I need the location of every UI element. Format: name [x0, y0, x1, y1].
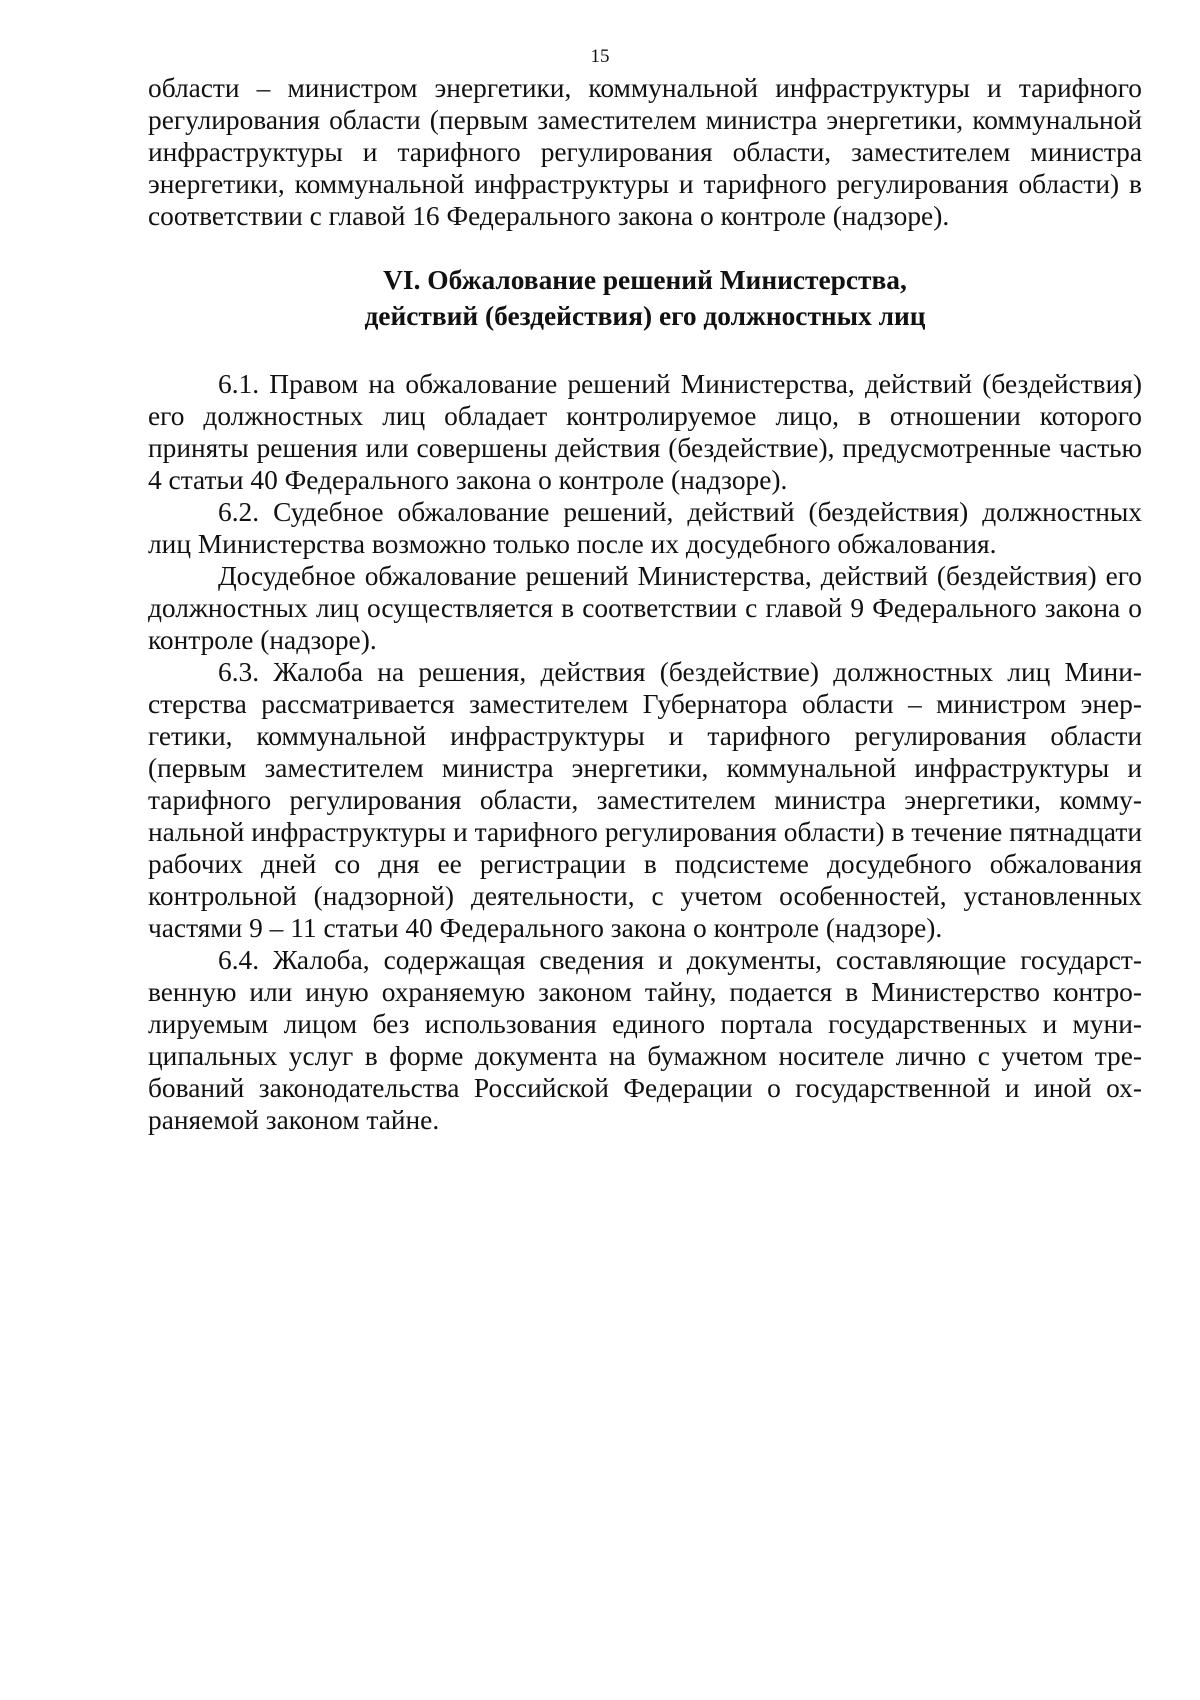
paragraph-6-4: 6.4. Жалоба, содержащая сведения и документы, составляющие государственную или иную охраняемую законом тайну, подается в Министерство контролируемым лицом без использования единого портала государственных и муниципальных услуг в форме документа на бумажном носителе лично с учетом требований законодательства Российской Федерации о государственной и иной охраняемой законом тайне. — [148, 945, 1142, 1135]
paragraph-6-3: 6.3. Жалоба на решения, действия (бездействие) должностных лиц Министерства рассматривается заместителем Губернатора области – министром энергетики, коммунальной инфраструктуры и тарифного регулирования области (первым заместителем министра энергетики, коммунальной инфраструктуры и тарифного регулирования области, заместителем министра энергетики, коммунальной инфраструктуры и тарифного регулирования области) в течение пятнадцати рабочих дней со дня ее регистрации в подсистеме досудебного обжалования контрольной (надзорной) деятельности, с учетом особенностей, установленных частями 9 – 11 статьи 40 Федерального закона о контроле (надзоре). — [148, 657, 1142, 943]
document-body — [148, 72, 1142, 1136]
page-number: 15 — [590, 46, 610, 67]
paragraph-6-1: 6.1. Правом на обжалование решений Министерства, действий (бездействия) его должностных лиц обладает контролируемое лицо, в отношении которого приняты решения или совершены действия (бездействие), предусмотренные частью 4 статьи 40 Федерального закона о контроле (надзоре). — [148, 369, 1142, 495]
intro-paragraph: области – министром энергетики, коммунальной инфраструктуры и тарифного регулирования области (первым заместителем министра энергетики, коммунальной инфраструктуры и тарифного регулирования области, заместителем министра энергетики, коммунальной инфраструктуры и тарифного регулирования области) в соответствии с главой 16 Федерального закона о контроле (надзоре). — [148, 73, 1142, 231]
paragraph-6-2: 6.2. Судебное обжалование решений, действий (бездействия) должностных лиц Министерства возможно только после их досудебного обжалования. — [148, 497, 1142, 559]
section-heading-line-2: действий (бездействия) его должностных лиц — [364, 301, 926, 331]
section-heading — [148, 262, 1142, 334]
paragraph-6-2-continued: Досудебное обжалование решений Министерства, действий (бездействия) его должностных лиц осуществляется в соответствии с главой 9 Федерального закона о контроле (надзоре). — [148, 561, 1142, 655]
section-heading-line-1: VI. Обжалование решений Министерства, — [383, 265, 907, 295]
